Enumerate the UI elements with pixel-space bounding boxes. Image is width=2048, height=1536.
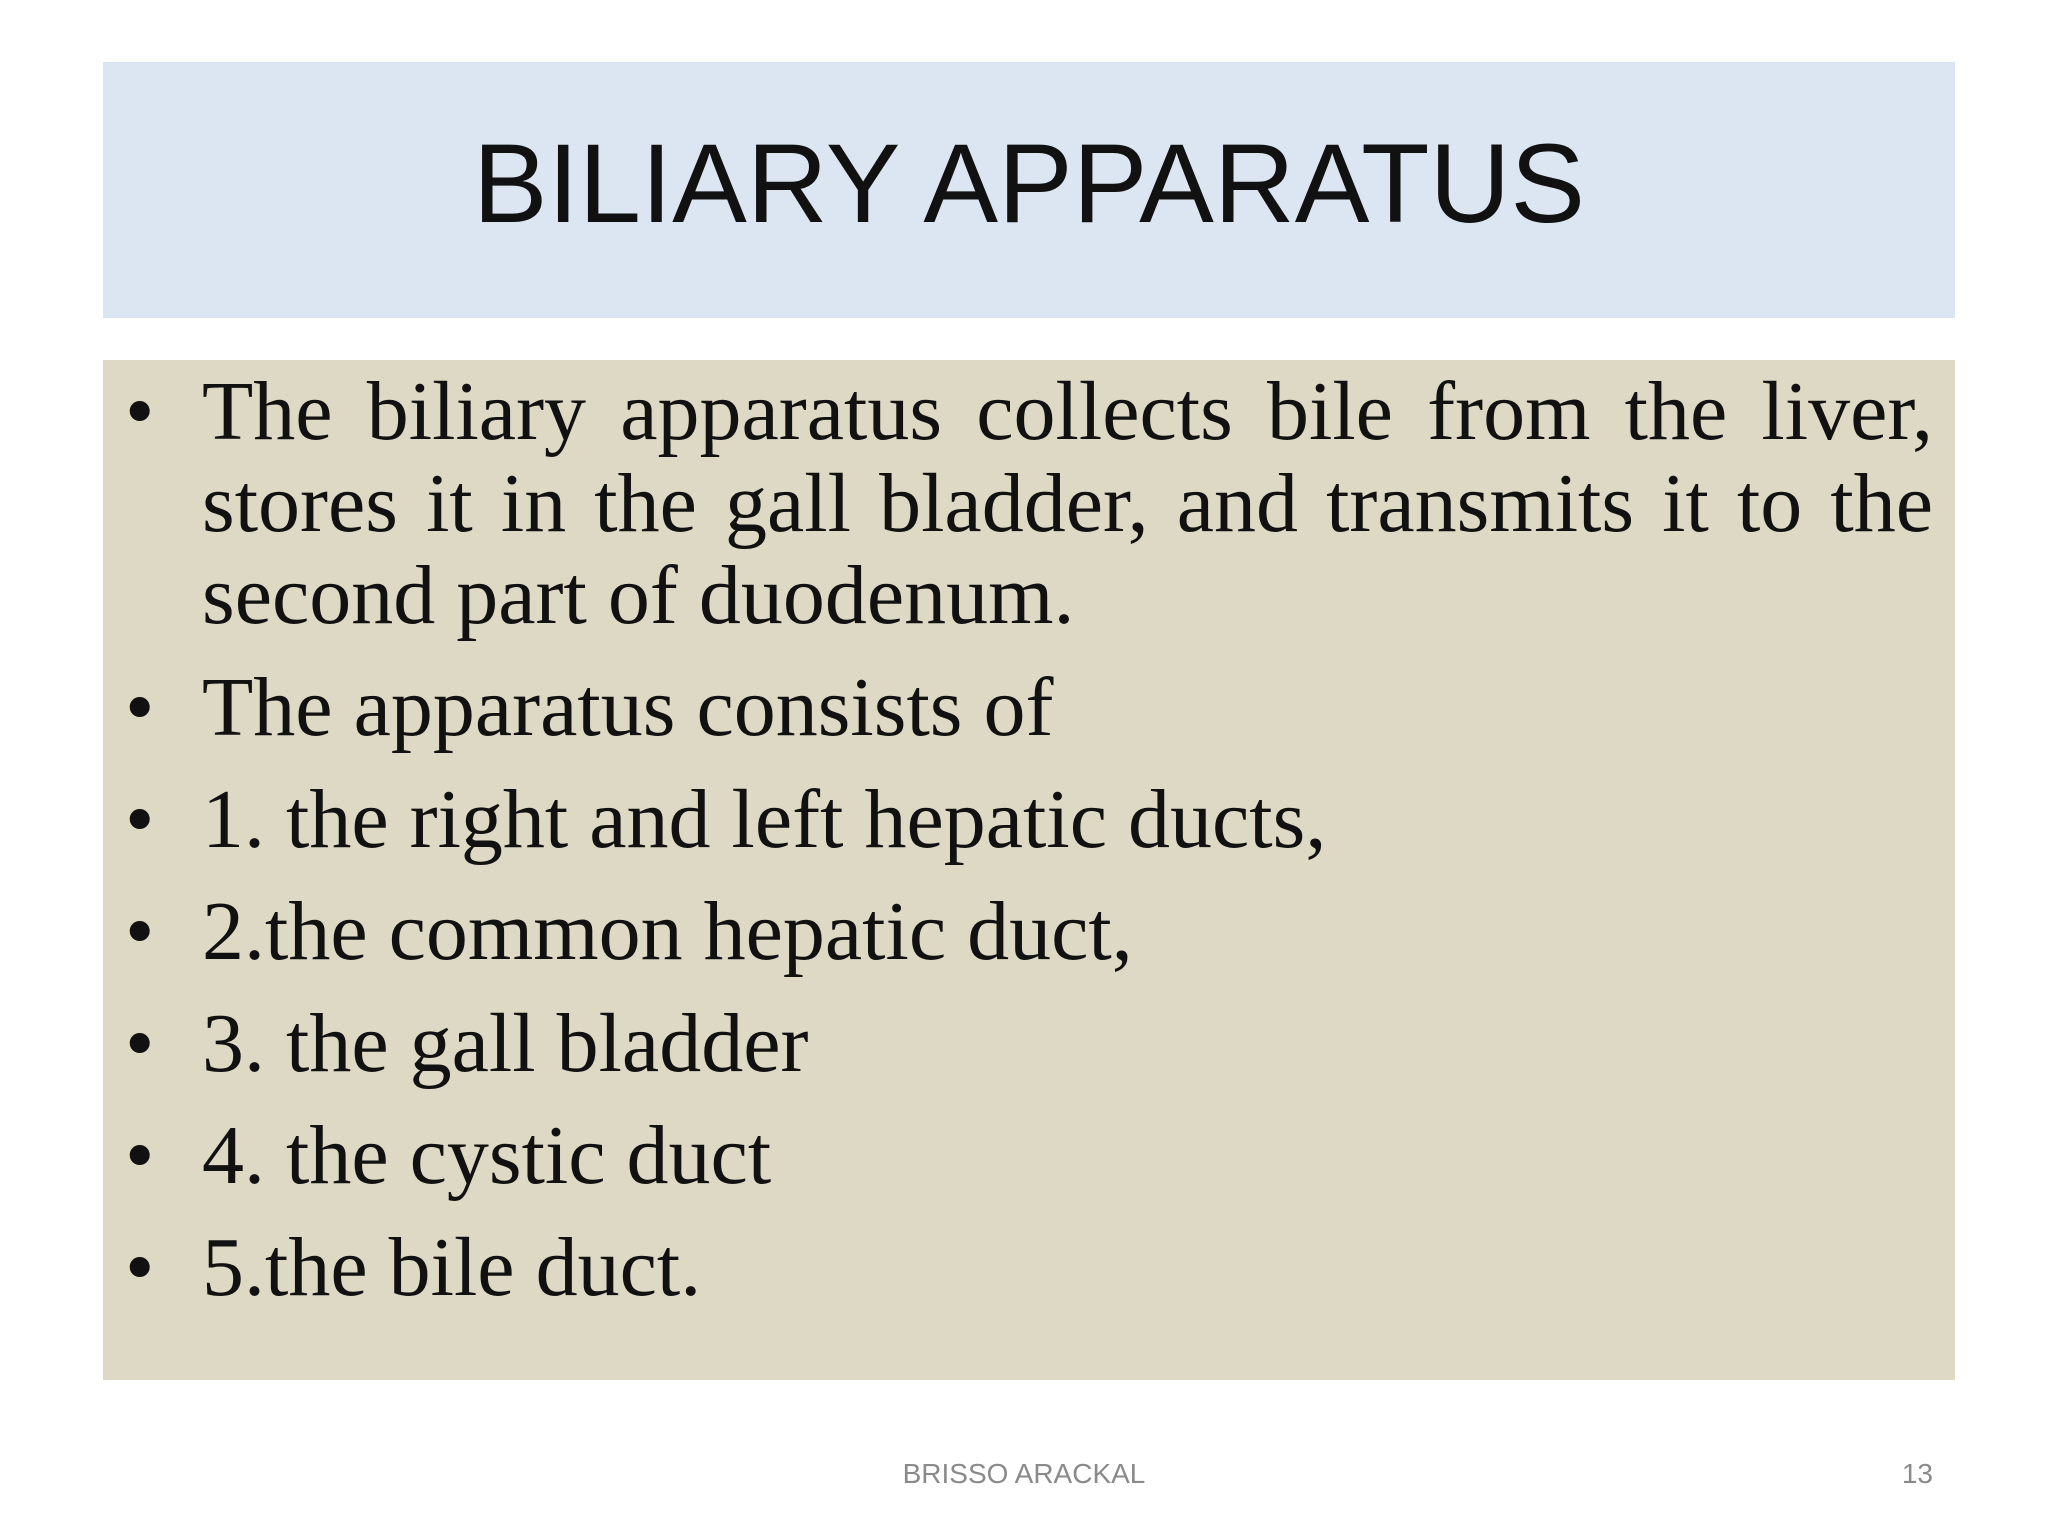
page-number: 13 [1901, 1458, 1933, 1489]
slide-title: BILIARY APPARATUS [472, 121, 1586, 246]
bullet-text: 1. the right and left hepatic ducts, [202, 773, 1327, 866]
bullet-icon: • [125, 1109, 155, 1202]
title-box [103, 62, 1955, 318]
bullet-text: 4. the cystic duct [202, 1109, 772, 1202]
bullet-icon: • [125, 365, 155, 458]
bullet-item [103, 998, 1955, 1090]
bullet-icon: • [125, 773, 155, 866]
bullet-item [103, 662, 1955, 754]
bullet-text: The biliary apparatus collects bile from the liver, stores it in the gall bladder, and transmits it to the second part of duodenum. [202, 365, 1933, 642]
bullet-list [103, 366, 1955, 1334]
bullet-text: The apparatus consists of [202, 661, 1054, 754]
bullet-item [103, 1110, 1955, 1202]
footer-author: BRISSO ARACKAL [902, 1458, 1146, 1489]
bullet-icon: • [125, 1221, 155, 1314]
bullet-item [103, 1222, 1955, 1314]
bullet-icon: • [125, 661, 155, 754]
content-box [103, 360, 1955, 1380]
bullet-item [103, 366, 1955, 642]
bullet-text: 3. the gall bladder [202, 997, 809, 1090]
bullet-text: 5.the bile duct. [202, 1221, 702, 1314]
bullet-icon: • [125, 997, 155, 1090]
bullet-item [103, 886, 1955, 978]
bullet-item [103, 774, 1955, 866]
bullet-icon: • [125, 885, 155, 978]
bullet-text: 2.the common hepatic duct, [202, 885, 1133, 978]
